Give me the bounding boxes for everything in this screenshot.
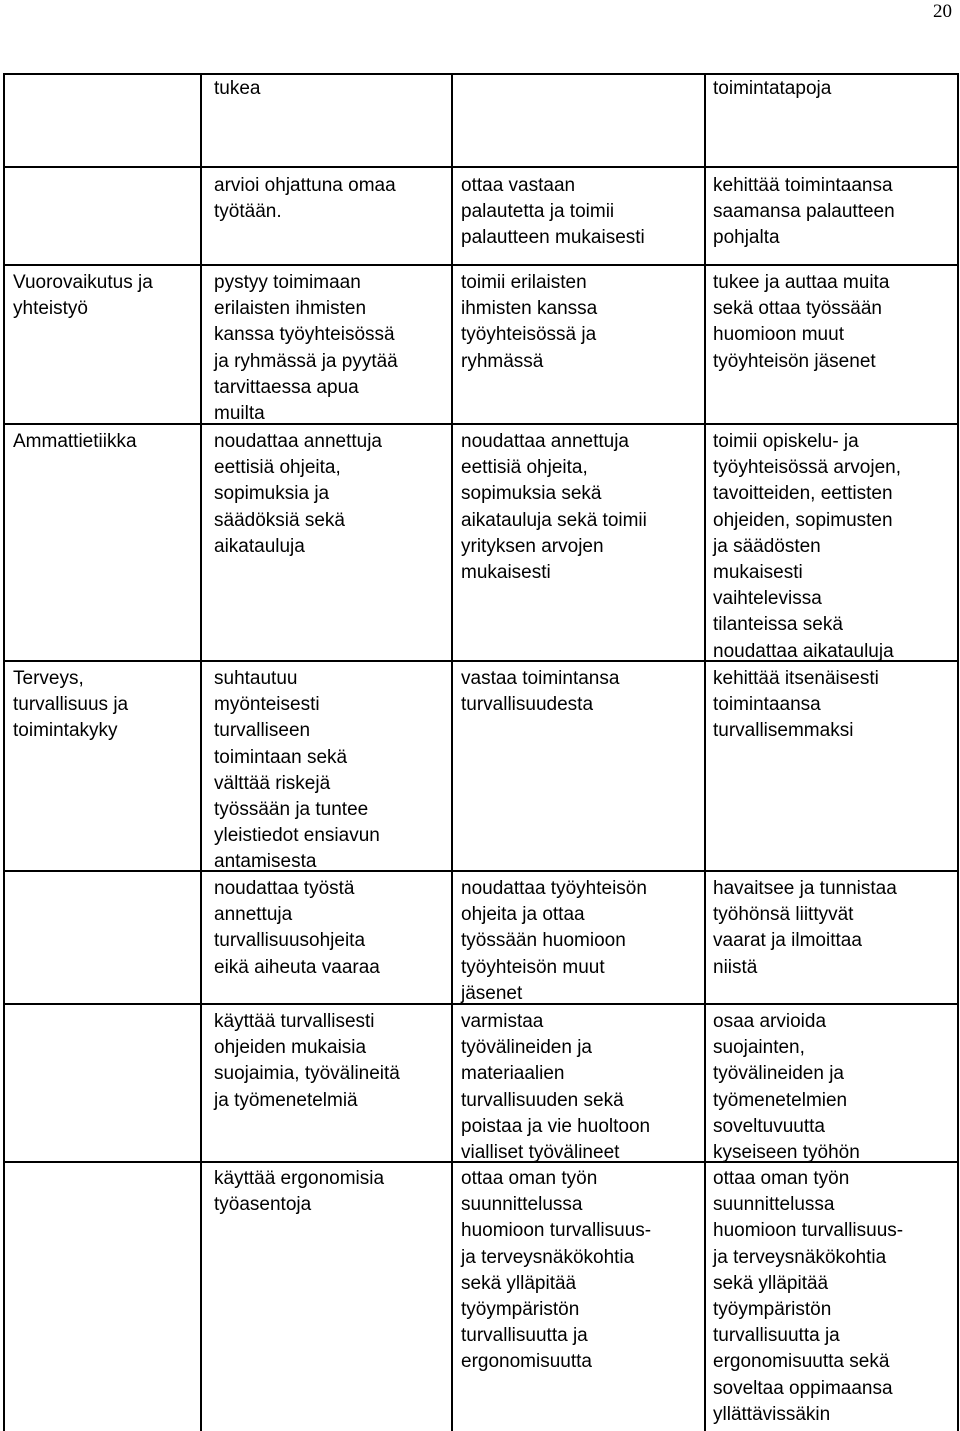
table-cell: käyttää ergonomisia työasentoja	[214, 1168, 385, 1216]
column-divider	[3, 73, 5, 1431]
row-divider	[3, 264, 959, 266]
header-cell-toimintatapoja: toimintatapoja	[713, 78, 832, 99]
table-cell: arvioi ohjattuna omaa työtään.	[214, 175, 396, 223]
table-cell: suhtautuu myönteisesti turvalliseen toimintaan sekä välttää riskejä työssään ja tuntee yleistiedot ensiavun antamisesta	[214, 668, 380, 873]
row-divider	[3, 423, 959, 425]
table-cell: pystyy toimimaan erilaisten ihmisten kanssa työyhteisössä ja ryhmässä ja pyytää tarvittaessa apua muilta	[214, 272, 398, 425]
table-cell: noudattaa annettuja eettisiä ohjeita, sopimuksia sekä aikatauluja sekä toimii yrityksen arvojen mukaisesti	[461, 431, 647, 584]
table-cell: käyttää turvallisesti ohjeiden mukaisia suojaimia, työvälineitä ja työmenetelmiä	[214, 1011, 400, 1111]
table-cell: toimii erilaisten ihmisten kanssa työyhteisössä ja ryhmässä	[461, 272, 598, 372]
table-cell: ottaa vastaan palautetta ja toimii palautteen mukaisesti	[461, 175, 645, 249]
page-number: 20	[933, 1, 952, 22]
column-divider	[957, 73, 959, 1431]
table-cell: ottaa oman työn suunnittelussa huomioon turvallisuus- ja terveysnäkökohtia sekä ylläpitää työympäristön turvallisuutta ja ergonomisuutta	[461, 1168, 652, 1373]
table-cell: havaitsee ja tunnistaa työhönsä liittyvät vaarat ja ilmoittaa niistä	[713, 878, 897, 978]
table-cell: osaa arvioida suojainten, työvälineiden ja työmenetelmien soveltuvuutta kyseiseen työhön	[713, 1011, 860, 1164]
table-cell: noudattaa annettuja eettisiä ohjeita, sopimuksia ja säädöksiä sekä aikatauluja	[214, 431, 382, 557]
table-cell: toimii opiskelu- ja työyhteisössä arvojen, tavoitteiden, eettisten ohjeiden, sopimusten ja säädösten mukaisesti vaihtelevissa tilanteissa sekä noudattaa aikatauluja	[713, 431, 901, 662]
table-cell: tukee ja auttaa muita sekä ottaa työssään huomioon muut työyhteisön jäsenet	[713, 272, 890, 372]
row-label-ammattietiikka: Ammattietiikka	[13, 431, 137, 452]
column-divider	[451, 73, 453, 1431]
column-divider	[704, 73, 706, 1431]
table-cell: noudattaa työstä annettuja turvallisuusohjeita eikä aiheuta vaaraa	[214, 878, 380, 978]
table-cell: kehittää itsenäisesti toimintaansa turvallisemmaksi	[713, 668, 879, 742]
column-divider	[200, 73, 202, 1431]
row-label-terveys: Terveys, turvallisuus ja toimintakyky	[13, 668, 129, 742]
row-label-vuorovaikutus: Vuorovaikutus ja yhteistyö	[13, 272, 153, 320]
header-cell-tukea: tukea	[214, 78, 261, 99]
table-border-top	[3, 73, 959, 75]
table-cell: varmistaa työvälineiden ja materiaalien turvallisuuden sekä poistaa ja vie huoltoon vialliset työvälineet	[461, 1011, 651, 1164]
table-cell: kehittää toimintaansa saamansa palautteen pohjalta	[713, 175, 895, 249]
table-cell: noudattaa työyhteisön ohjeita ja ottaa työssään huomioon työyhteisön muut jäsenet	[461, 878, 647, 1004]
table-cell: ottaa oman työn suunnittelussa huomioon turvallisuus- ja terveysnäkökohtia sekä ylläpitää työympäristön turvallisuutta ja ergonomisuutta sekä soveltaa oppimaansa yllättävissäkin	[713, 1168, 904, 1425]
row-divider	[3, 166, 959, 168]
row-divider	[3, 870, 959, 872]
table-cell: vastaa toimintansa turvallisuudesta	[461, 668, 620, 716]
